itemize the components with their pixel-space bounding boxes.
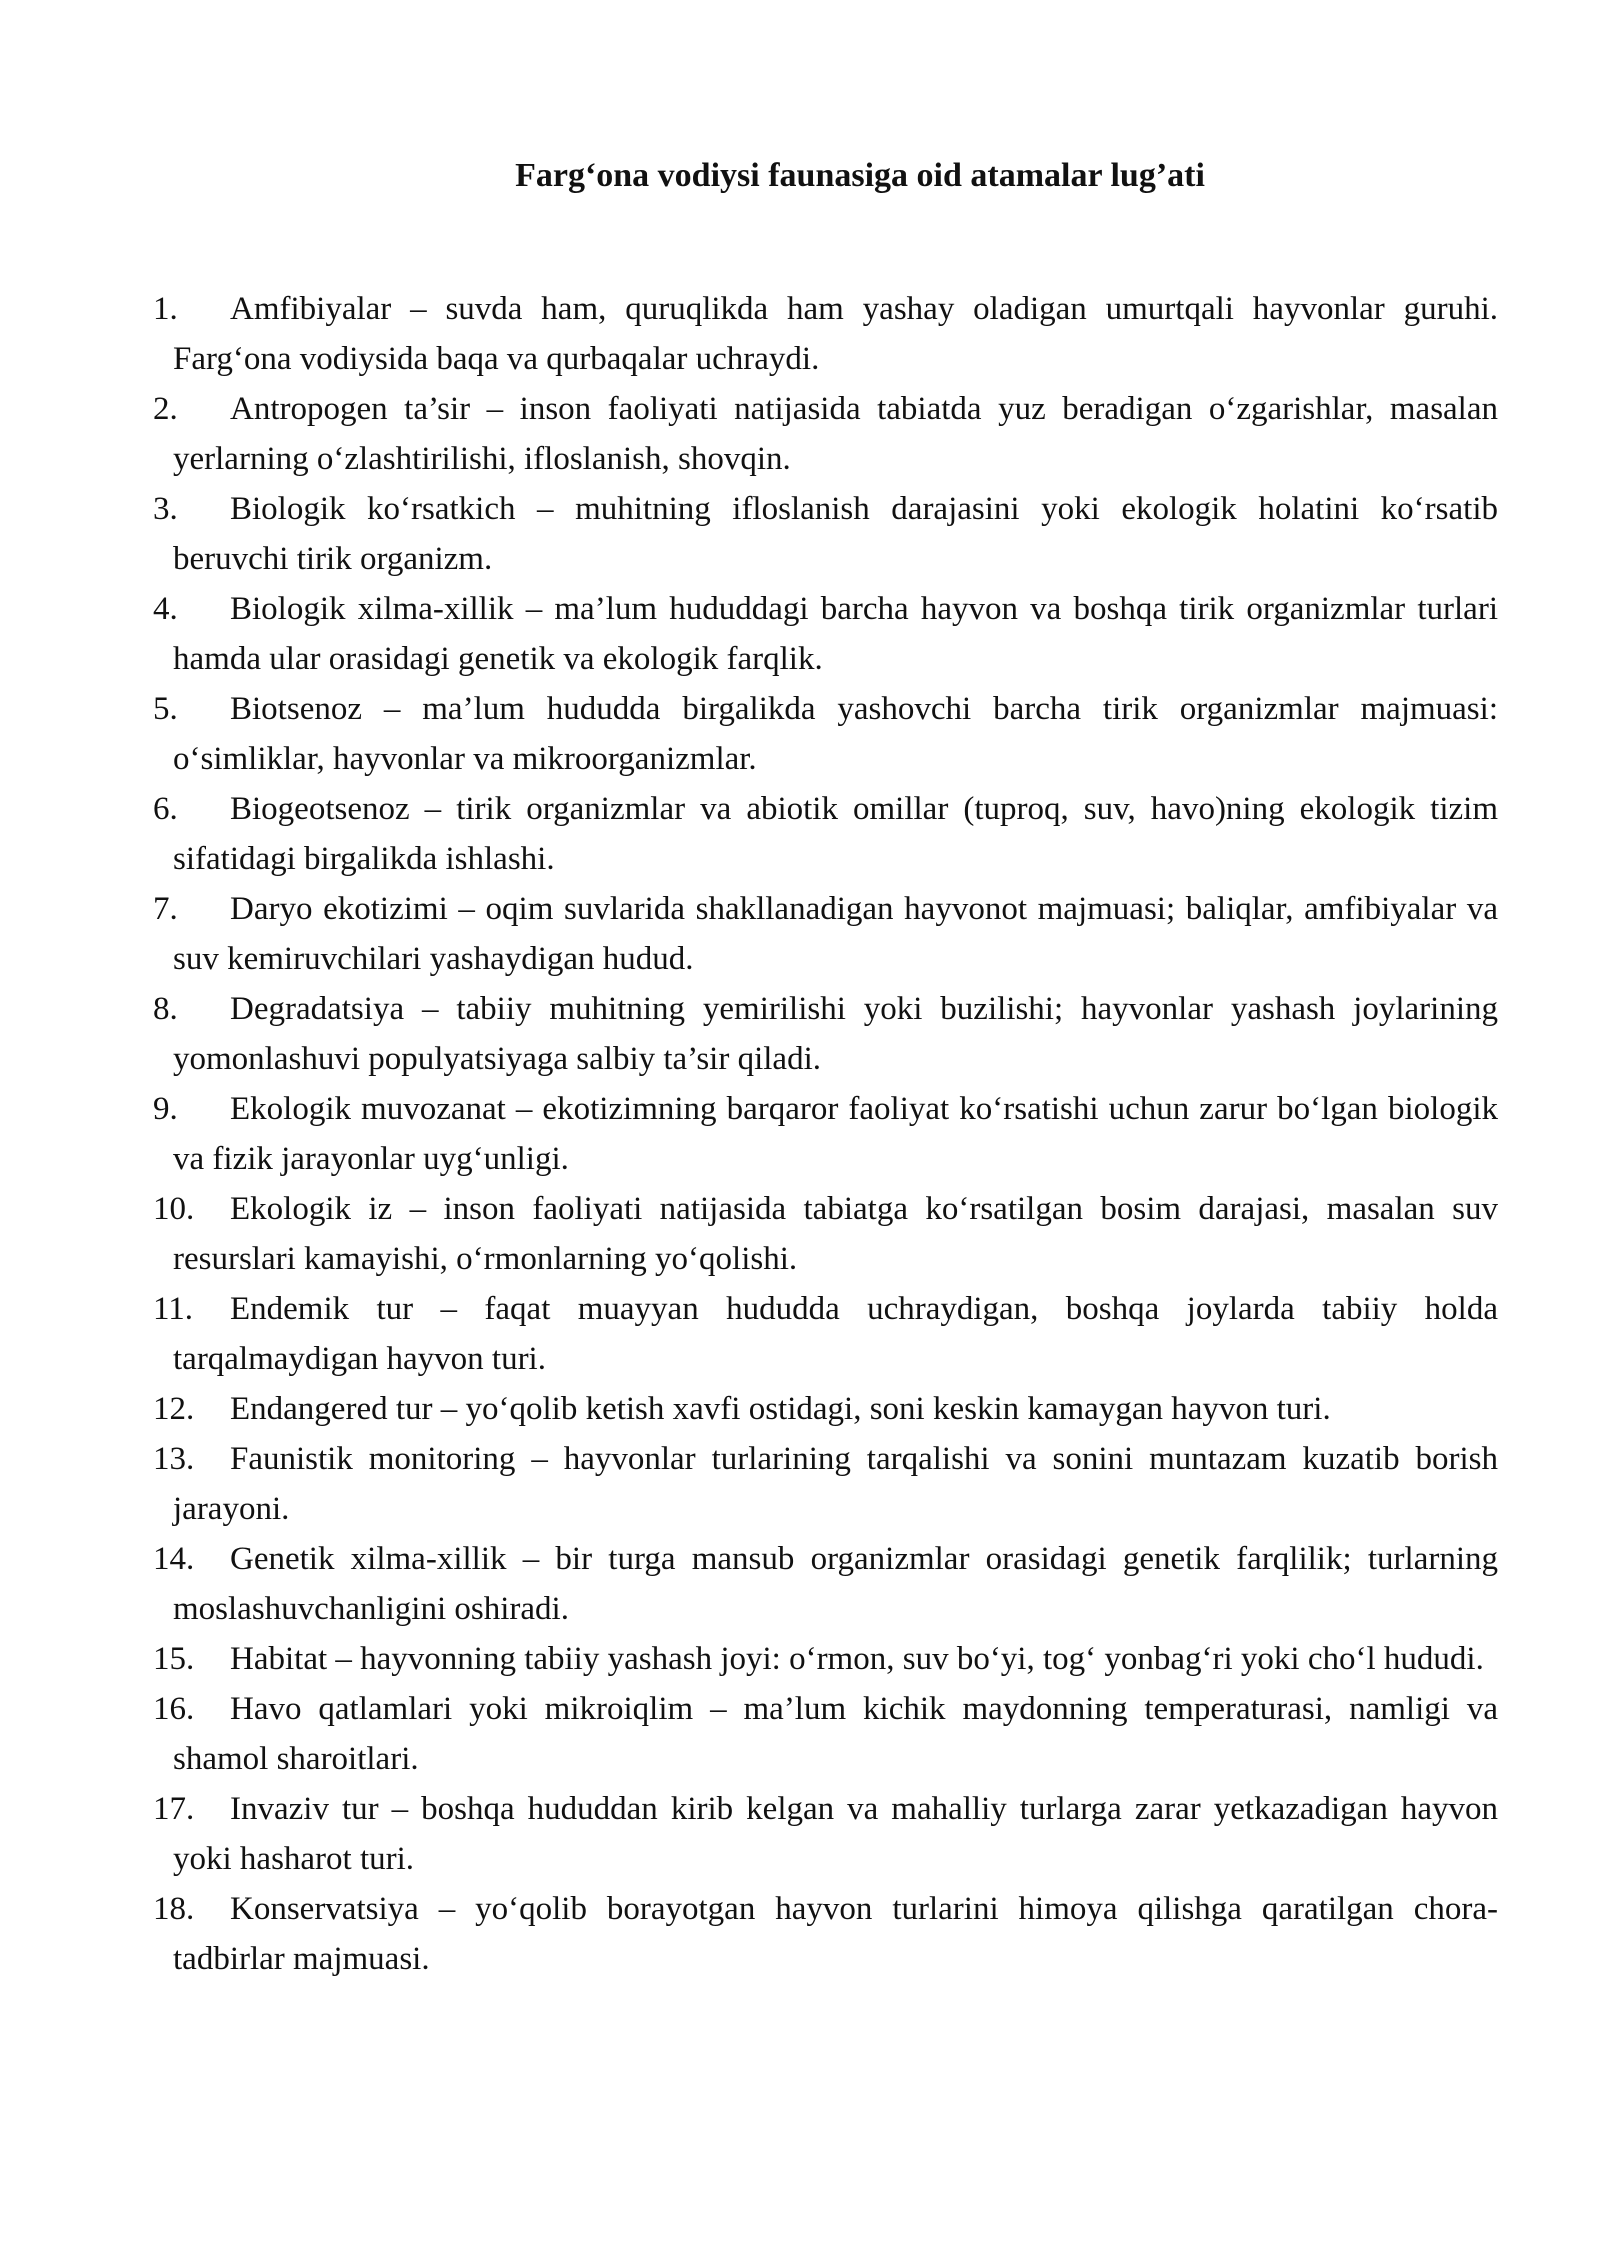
list-item [153, 1634, 1498, 1684]
list-item [153, 1434, 1498, 1534]
list-item-number: 18. [153, 1891, 195, 1927]
list-item-number: 9. [153, 1091, 178, 1127]
list-item-text: Ekologik iz – inson faoliyati natijasida tabiatga ko‘rsatilgan bosim darajasi, masalan suv resurslari kamayishi, o‘rmonlarning yo‘qolishi. [173, 1191, 1498, 1277]
list-item-number: 5. [153, 691, 178, 727]
list-item-number: 1. [153, 291, 178, 327]
list-item-text: Biotsenoz – ma’lum hududda birgalikda yashovchi barcha tirik organizmlar majmuasi: o‘simliklar, hayvonlar va mikroorganizmlar. [173, 691, 1498, 777]
list-item [153, 1884, 1498, 1984]
list-item-number: 10. [153, 1191, 195, 1227]
list-item-text: Endemik tur – faqat muayyan hududda uchraydigan, boshqa joylarda tabiiy holda tarqalmaydigan hayvon turi. [173, 1291, 1498, 1377]
list-item-text: Konservatsiya – yo‘qolib borayotgan hayvon turlarini himoya qilishga qaratilgan chora-tadbirlar majmuasi. [173, 1891, 1498, 1977]
list-item [153, 384, 1498, 484]
term-list [153, 284, 1498, 1984]
list-item [153, 884, 1498, 984]
list-item [153, 1184, 1498, 1284]
list-item-text: Endangered tur – yo‘qolib ketish xavfi ostidagi, soni keskin kamaygan hayvon turi. [230, 1391, 1331, 1427]
list-item-text: Biologik xilma-xillik – ma’lum hududdagi barcha hayvon va boshqa tirik organizmlar turlari hamda ular orasidagi genetik va ekologik farqlik. [173, 591, 1498, 677]
list-item [153, 1534, 1498, 1634]
list-item-number: 3. [153, 491, 178, 527]
list-item-text: Ekologik muvozanat – ekotizimning barqaror faoliyat ko‘rsatishi uchun zarur bo‘lgan biologik va fizik jarayonlar uyg‘unligi. [173, 1091, 1498, 1177]
list-item-number: 7. [153, 891, 178, 927]
page-title: Farg‘ona vodiysi faunasiga oid atamalar lug’ati [515, 157, 1205, 194]
list-item [153, 1784, 1498, 1884]
list-item-text: Amfibiyalar – suvda ham, quruqlikda ham yashay oladigan umurtqali hayvonlar guruhi. Farg‘ona vodiysida baqa va qurbaqalar uchraydi. [173, 291, 1498, 377]
list-item-text: Daryo ekotizimi – oqim suvlarida shakllanadigan hayvonot majmuasi; baliqlar, amfibiyalar va suv kemiruvchilari yashaydigan hudud. [173, 891, 1498, 977]
list-item [153, 1084, 1498, 1184]
list-item-number: 2. [153, 391, 178, 427]
list-item-number: 13. [153, 1441, 195, 1477]
list-item-number: 8. [153, 991, 178, 1027]
list-item [153, 484, 1498, 584]
list-item [153, 784, 1498, 884]
list-item [153, 284, 1498, 384]
list-item-text: Biologik ko‘rsatkich – muhitning ifloslanish darajasini yoki ekologik holatini ko‘rsatib beruvchi tirik organizm. [173, 491, 1498, 577]
list-item-text: Invaziv tur – boshqa hududdan kirib kelgan va mahalliy turlarga zarar yetkazadigan hayvon yoki hasharot turi. [173, 1791, 1498, 1877]
list-item [153, 984, 1498, 1084]
list-item-text: Habitat – hayvonning tabiiy yashash joyi: o‘rmon, suv bo‘yi, tog‘ yonbag‘ri yoki cho‘l hududi. [230, 1641, 1484, 1677]
list-item-text: Antropogen ta’sir – inson faoliyati natijasida tabiatda yuz beradigan o‘zgarishlar, masalan yerlarning o‘zlashtirilishi, ifloslanish, shovqin. [173, 391, 1498, 477]
list-item-text: Degradatsiya – tabiiy muhitning yemirilishi yoki buzilishi; hayvonlar yashash joylarining yomonlashuvi populyatsiyaga salbiy ta’sir qiladi. [173, 991, 1498, 1077]
list-item-text: Genetik xilma-xillik – bir turga mansub organizmlar orasidagi genetik farqlilik; turlarning moslashuvchanligini oshiradi. [173, 1541, 1498, 1627]
list-item-number: 6. [153, 791, 178, 827]
list-item [153, 1284, 1498, 1384]
list-item-number: 15. [153, 1641, 195, 1677]
list-item-text: Havo qatlamlari yoki mikroiqlim – ma’lum kichik maydonning temperaturasi, namligi va shamol sharoitlari. [173, 1691, 1498, 1777]
list-item [153, 1684, 1498, 1784]
list-item-number: 12. [153, 1391, 195, 1427]
list-item-number: 16. [153, 1691, 195, 1727]
list-item [153, 584, 1498, 684]
list-item-number: 14. [153, 1541, 195, 1577]
list-item-text: Biogeotsenoz – tirik organizmlar va abiotik omillar (tuproq, suv, havo)ning ekologik tizim sifatidagi birgalikda ishlashi. [173, 791, 1498, 877]
list-item-text: Faunistik monitoring – hayvonlar turlarining tarqalishi va sonini muntazam kuzatib borish jarayoni. [173, 1441, 1498, 1527]
list-item-number: 4. [153, 591, 178, 627]
list-item-number: 17. [153, 1791, 195, 1827]
list-item-number: 11. [153, 1291, 194, 1327]
list-item [153, 684, 1498, 784]
list-item [153, 1384, 1498, 1434]
